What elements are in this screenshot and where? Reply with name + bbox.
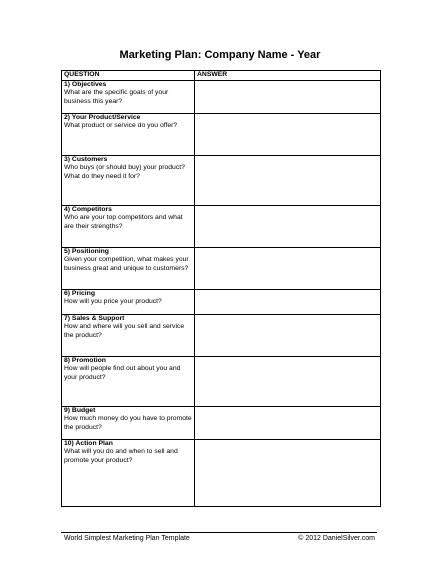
answer-cell[interactable] <box>195 290 381 315</box>
table-row <box>62 114 381 156</box>
question-cell <box>62 206 195 248</box>
question-text: How much money do you have to promote the product? <box>64 415 192 431</box>
question-cell <box>62 290 195 315</box>
answer-cell[interactable] <box>195 114 381 156</box>
question-cell <box>62 114 195 156</box>
question-title: 7) Sales & Support <box>64 315 125 322</box>
marketing-plan-table <box>61 70 381 507</box>
question-text: What are the specific goals of your business this year? <box>64 89 169 105</box>
footer-template-name: World Simplest Marketing Plan Template <box>64 535 190 542</box>
question-column-header: QUESTION <box>62 71 195 81</box>
footer-copyright: © 2012 DanielSilver.com <box>298 535 375 542</box>
question-cell <box>62 407 195 440</box>
question-title: 8) Promotion <box>64 357 106 364</box>
answer-cell[interactable] <box>195 407 381 440</box>
question-cell <box>62 440 195 507</box>
answer-cell[interactable] <box>195 156 381 206</box>
table-row <box>62 156 381 206</box>
table-row <box>62 206 381 248</box>
question-title: 3) Customers <box>64 156 108 163</box>
question-text: How will you price your product? <box>64 298 162 306</box>
question-text: Who are your top competitors and what are their strengths? <box>64 214 183 230</box>
answer-cell[interactable] <box>195 357 381 407</box>
table-row <box>62 81 381 114</box>
answer-cell[interactable] <box>195 248 381 290</box>
question-title: 10) Action Plan <box>64 440 113 447</box>
table-row <box>62 440 381 507</box>
table-row <box>62 290 381 315</box>
table-row <box>62 357 381 407</box>
table-header-row <box>62 71 381 81</box>
question-text: How and where will you sell and service the product? <box>64 323 185 339</box>
question-title: 9) Budget <box>64 407 96 414</box>
footer-divider <box>61 532 377 533</box>
table-row <box>62 248 381 290</box>
answer-cell[interactable] <box>195 440 381 507</box>
table-row <box>62 315 381 357</box>
page-title: Marketing Plan: Company Name - Year <box>119 49 321 61</box>
answer-cell[interactable] <box>195 315 381 357</box>
question-title: 6) Pricing <box>64 290 95 297</box>
answer-cell[interactable] <box>195 81 381 114</box>
answer-column-header: ANSWER <box>195 71 381 81</box>
question-text: How will people find out about you and your product? <box>64 365 181 381</box>
question-title: 5) Positioning <box>64 248 109 255</box>
question-text: What product or service do you offer? <box>64 122 178 130</box>
question-cell <box>62 156 195 206</box>
question-cell <box>62 248 195 290</box>
question-cell <box>62 357 195 407</box>
question-cell <box>62 81 195 114</box>
question-text: Who buys (or should buy) your product? What do they need it for? <box>64 164 185 180</box>
question-text: What will you do and when to sell and promote your product? <box>64 448 178 464</box>
question-cell <box>62 315 195 357</box>
question-title: 1) Objectives <box>64 81 107 88</box>
question-title: 4) Competitors <box>64 206 112 213</box>
answer-cell[interactable] <box>195 206 381 248</box>
table-row <box>62 407 381 440</box>
question-text: Given your competition, what makes your business great and unique to customers? <box>64 256 189 272</box>
question-title: 2) Your Product/Service <box>64 114 141 121</box>
